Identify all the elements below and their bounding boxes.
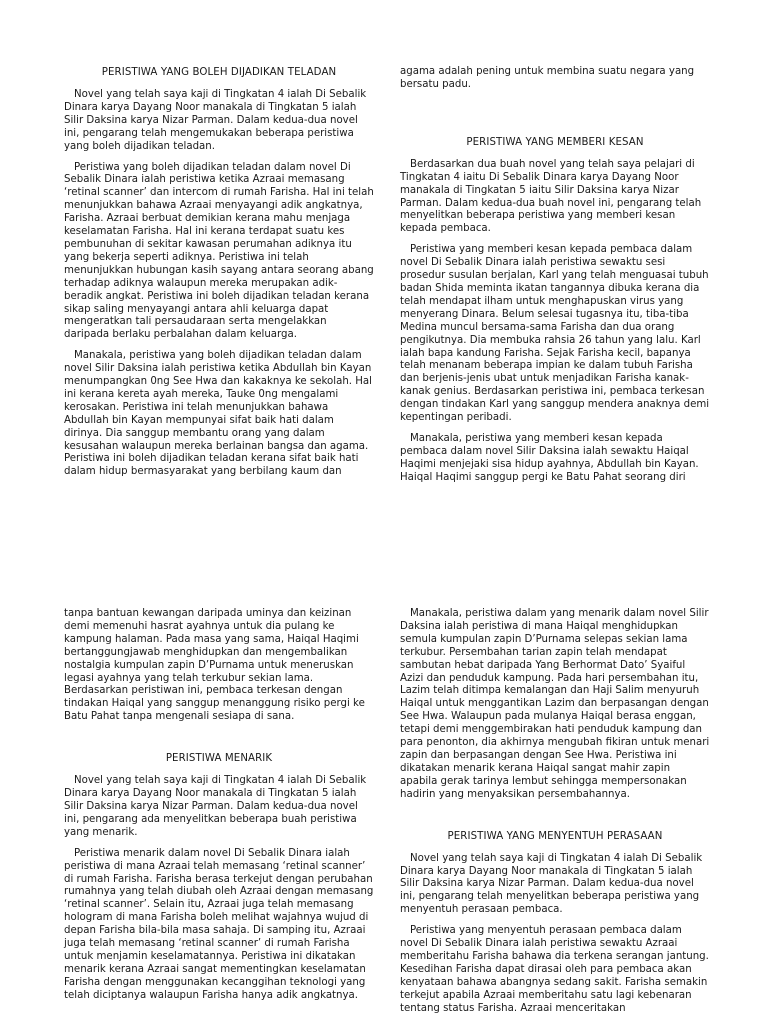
page2-right-column [400, 608, 710, 1023]
paragraph-continuation: tanpa bantuan kewangan daripada uminya dan keizinan demi memenuhi hasrat ayahnya untuk dia pulang ke kampung halaman. Pada masa yang sama, Haiqal Haqimi bertanggungjawab menghidupkan dan mengembalikan nostalgia kumpulan zapin D’Purnama untuk meneruskan legasi ayahnya yang telah terkubur sekian lama. Berdasarkan peristiwan ini, pembaca terkesan dengan tindakan Haiqal yang sanggup menanggung risiko pergi ke Batu Pahat tanpa mengenali sesiapa di sana. [64, 608, 365, 723]
page2-left-column [64, 608, 374, 1011]
paragraph: Novel yang telah saya kaji di Tingkatan 4 ialah Di Sebalik Dinara karya Dayang Noor manakala di Tingkatan 5 ialah Silir Daksina karya Nizar Parman. Dalam kedua-dua novel ini, pengarang ada menyelitkan beberapa buah peristiwa yang menarik. [64, 775, 367, 838]
section-heading-memberi-kesan: PERISTIWA YANG MEMBERI KESAN [466, 136, 644, 148]
paragraph: Manakala, peristiwa yang memberi kesan kepada pembaca dalam novel Silir Daksina ialah sewaktu Haiqal Haqimi menjejaki sisa hidup ayahnya, Abdullah bin Kayan. Haiqal Haqimi sanggup pergi ke Batu Pahat seorang diri [400, 432, 699, 483]
paragraph: Manakala, peristiwa yang boleh dijadikan teladan dalam novel Silir Daksina ialah peristiwa ketika Abdullah bin Kayan menumpangkan 0ng See Hwa dan kakaknya ke sekolah. Hal ini kerana kereta ayah mereka, Tauke 0ng mengalami kerosakan. Peristiwa ini telah menunjukkan bahawa Abdullah bin Kayan mempunyai sifat baik hati dalam dirinya. Dia sanggup membantu orang yang dalam kesusahan walaupun mereka berlainan bangsa dan agama. Peristiwa ini boleh dijadikan teladan kerana sifat baik hati dalam hidup bermasyarakat yang berbilang kaum dan [64, 350, 373, 478]
page1-left-column [64, 66, 374, 487]
paragraph: Novel yang telah saya kaji di Tingkatan 4 ialah Di Sebalik Dinara karya Dayang Noor manakala di Tingkatan 5 ialah Silir Daksina karya Nizar Parman. Dalam kedua-dua novel ini, pengarang telah mengemukakan beberapa peristiwa yang boleh dijadikan teladan. [64, 89, 367, 152]
paragraph: Novel yang telah saya kaji di Tingkatan 4 ialah Di Sebalik Dinara karya Dayang Noor manakala di Tingkatan 5 ialah Silir Daksina karya Nizar Parman. Dalam kedua-dua novel ini, pengarang telah menyelitkan beberapa peristiwa yang menyentuh perasaan pembaca. [400, 852, 703, 916]
paragraph: Manakala, peristiwa dalam yang menarik dalam novel Silir Daksina ialah peristiwa di mana Haiqal menghidupkan semula kumpulan zapin D’Purnama selepas sekian lama terkubur. Persembahan tarian zapin telah mendapat sambutan hebat daripada Yang Berhormat Dato’ Syaiful Azizi dan penduduk kampung. Pada hari persembahan itu, Lazim telah ditimpa kemalangan dan Haji Salim menyuruh Haiqal untuk menggantikan Lazim dan berpasangan dengan See Hwa. Walaupun pada mulanya Haiqal berasa enggan, tetapi demi menggembirakan hati penduduk kampung dan para penonton, dia akhirnya mengubah fikiran untuk menari zapin dan berpasangan dengan See Hwa. Peristiwa ini dikatakan menarik kerana Haiqal sangat mahir zapin apabila gerak tarinya lembut sehingga mempersonakan hadirin yang menyaksikan persembahannya. [400, 608, 710, 800]
paragraph: Peristiwa yang memberi kesan kepada pembaca dalam novel Di Sebalik Dinara ialah peristiwa sewaktu sesi prosedur susulan berjalan, Karl yang telah menguasai tubuh badan Shida meminta ikatan tangannya dibuka kerana dia telah mendapat ilham untuk menghapuskan virus yang menyerang Dinara. Belum selesai tugasnya itu, tiba-tiba Medina muncul bersama-sama Farisha dan dua orang pengikutnya. Dia membuka rahsia 26 tahun yang lalu. Karl ialah bapa kandung Farisha. Sejak Farisha kecil, bapanya telah menanam beberapa impian ke dalam tubuh Farisha dan berjenis-jenis ubat untuk menjadikan Farisha kanak-kanak genius. Berdasarkan peristiwa ini, pembaca terkesan dengan tindakan Karl yang sanggup mendera anaknya demi kepentingan peribadi. [400, 244, 710, 424]
paragraph: Peristiwa yang boleh dijadikan teladan dalam novel Di Sebalik Dinara ialah peristiwa ketika Azraai memasang ‘retinal scanner’ dan intercom di rumah Farisha. Hal ini telah menunjukkan bahawa Azraai menyayangi adik angkatnya, Farisha. Azraai berbuat demikian kerana mahu menjaga keselamatan Farisha. Hal ini kerana terdapat suatu kes pembunuhan di sekitar kawasan perumahan adiknya itu yang bekerja seperti adiknya. Peristiwa ini telah menunjukkan hubungan kasih sayang antara seorang abang terhadap adiknya walaupun mereka merupakan adik-beradik angkat. Peristiwa ini boleh dijadikan teladan kerana sikap saling menyayangi antara ahli keluarga dapat mengeratkan tali persaudaraan serta mengelakkan daripada berlaku perbalahan dalam keluarga. [64, 161, 374, 341]
paragraph: Berdasarkan dua buah novel yang telah saya pelajari di Tingkatan 4 iaitu Di Sebalik Dinara karya Dayang Noor manakala di Tingkatan 5 iaitu Silir Daksina karya Nizar Parman. Dalam kedua-dua buah novel ini, pengarang telah menyelitkan beberapa peristiwa yang memberi kesan kepada pembaca. [400, 158, 702, 235]
paragraph: Peristiwa yang menyentuh perasaan pembaca dalam novel Di Sebalik Dinara ialah peristiwa sewaktu Azraai memberitahu Farisha bahawa dia terkena serangan jantung. Kesedihan Farisha dapat dirasai oleh para pembaca akan kenyataan bahawa abangnya sedang sakit. Farisha semakin terkejut apabila Azraai memberitahu satu lagi kebenaran tentang status Farisha. Azraai menceritakan [400, 925, 709, 1014]
section-heading-menarik: PERISTIWA MENARIK [165, 753, 273, 765]
document-page-2 [0, 600, 768, 1024]
section-heading-teladan: PERISTIWA YANG BOLEH DIJADIKAN TELADAN [101, 67, 337, 78]
paragraph: Peristiwa menarik dalam novel Di Sebalik Dinara ialah peristiwa di mana Azraai telah memasang ‘retinal scanner’ di rumah Farisha. Farisha berasa terkejut dengan perubahan rumahnya yang telah diubah oleh Azraai dengan memasang ‘retinal scanner’. Selain itu, Azraai juga telah memasang hologram di mana Farisha boleh melihat wajahnya wujud di depan Farisha bila-bila masa sahaja. Di samping itu, Azraai juga telah memasang ‘retinal scanner’ di rumah Farisha untuk menjamin keselamatannya. Peristiwa ini dikatakan menarik kerana Azraai sangat mementingkan keselamatan Farisha dengan menggunakan kecanggihan teknologi yang telah diciptanya walaupun Farisha hanya adik angkatnya. [64, 847, 374, 1001]
section-heading-menyentuh-perasaan: PERISTIWA YANG MENYENTUH PERASAAN [447, 830, 663, 842]
page1-right-column [400, 66, 710, 493]
paragraph-continuation: agama adalah pening untuk membina suatu negara yang bersatu padu. [400, 66, 695, 90]
